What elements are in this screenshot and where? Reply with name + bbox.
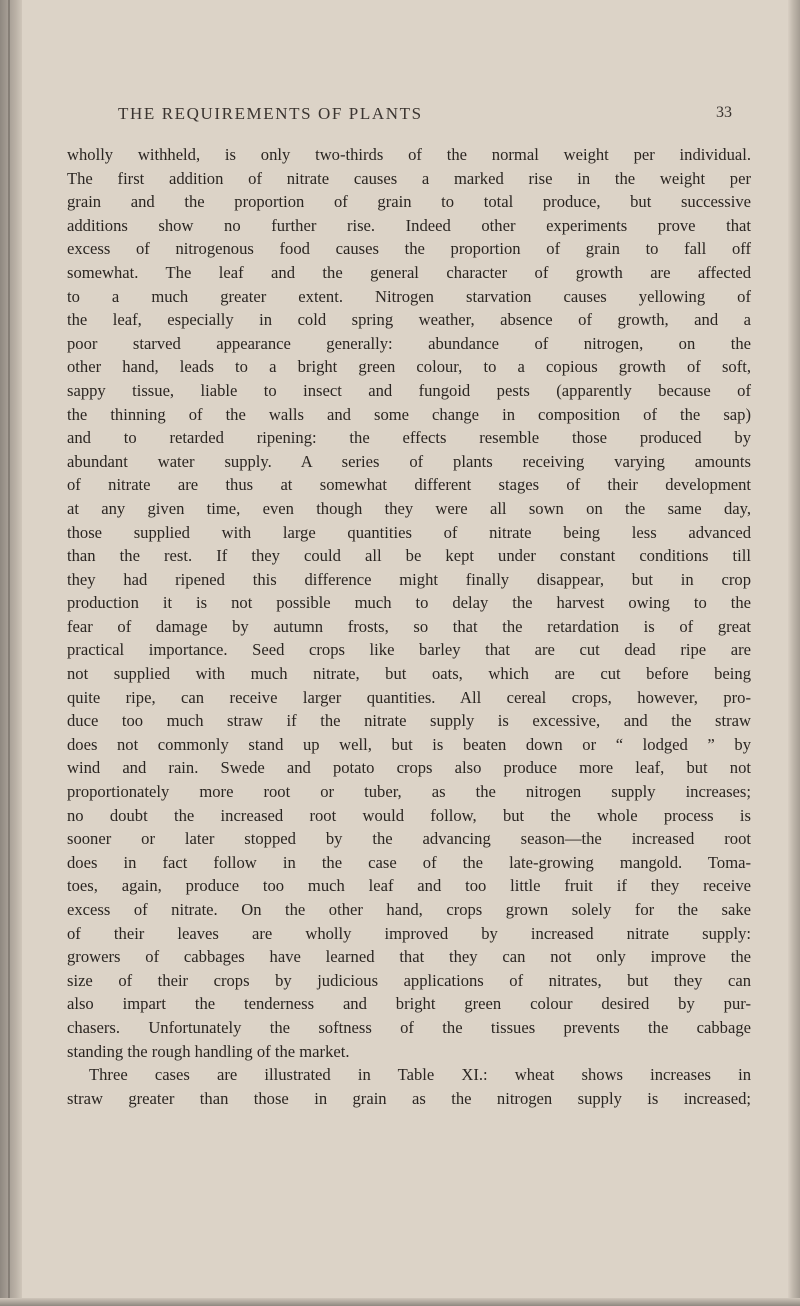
text-line: does not commonly stand up well, but is beaten down or “ lodged ” by xyxy=(67,734,751,754)
text-line: sappy tissue, liable to insect and fungoid pests (apparently because of xyxy=(67,380,751,400)
text-line: of nitrate are thus at somewhat different stages of their development xyxy=(67,475,751,495)
text-line: and to retarded ripening: the effects resemble those produced by xyxy=(67,428,751,448)
text-line: at any given time, even though they were all sown on the same day, xyxy=(67,498,751,518)
text-line: fear of damage by autumn frosts, so that the retardation is of great xyxy=(67,616,751,636)
text-line: wind and rain. Swede and potato crops also produce more leaf, but not xyxy=(67,758,751,778)
text-line: production it is not possible much to delay the harvest owing to the xyxy=(67,593,751,613)
text-line: straw greater than those in grain as the nitrogen supply is increased; xyxy=(67,1088,751,1108)
text-line: additions show no further rise. Indeed other experiments prove that xyxy=(67,215,751,235)
text-line: than the rest. If they could all be kept under constant conditions till xyxy=(67,546,751,566)
text-line: they had ripened this difference might finally disappear, but in crop xyxy=(67,569,751,589)
text-line: no doubt the increased root would follow, but the whole process is xyxy=(67,805,751,825)
body-text xyxy=(67,143,751,1110)
text-line: toes, again, produce too much leaf and too little fruit if they receive xyxy=(67,876,751,896)
text-line: those supplied with large quantities of nitrate being less advanced xyxy=(67,522,751,542)
text-line: The first addition of nitrate causes a marked rise in the weight per xyxy=(67,168,751,188)
text-line: sooner or later stopped by the advancing season—the increased root xyxy=(67,829,751,849)
text-line: other hand, leads to a bright green colour, to a copious growth of soft, xyxy=(67,357,751,377)
text-line: also impart the tenderness and bright green colour desired by pur- xyxy=(67,994,751,1014)
scan-left-edge xyxy=(0,0,22,1306)
text-line: the leaf, especially in cold spring weather, absence of growth, and a xyxy=(67,310,751,330)
text-line: proportionately more root or tuber, as the nitrogen supply increases; xyxy=(67,782,751,802)
text-line: duce too much straw if the nitrate supply is excessive, and the straw xyxy=(67,711,751,731)
paragraph-start-line: Three cases are illustrated in Table XI.: wheat shows increases in xyxy=(89,1065,751,1085)
text-line: chasers. Unfortunately the softness of the tissues prevents the cabbage xyxy=(67,1017,751,1037)
text-line: of their leaves are wholly improved by increased nitrate supply: xyxy=(67,923,751,943)
text-line: excess of nitrogenous food causes the proportion of grain to fall off xyxy=(67,239,751,259)
running-title: THE REQUIREMENTS OF PLANTS xyxy=(118,104,423,123)
text-line: not supplied with much nitrate, but oats, which are cut before being xyxy=(67,664,751,684)
text-line: to a much greater extent. Nitrogen starvation causes yellowing of xyxy=(67,286,751,306)
paragraph-end-line: standing the rough handling of the market. xyxy=(67,1041,350,1061)
text-line: grain and the proportion of grain to total produce, but successive xyxy=(67,192,751,212)
text-line: wholly withheld, is only two-thirds of the normal weight per individual. xyxy=(67,145,751,164)
text-line: quite ripe, can receive larger quantities. All cereal crops, however, pro- xyxy=(67,687,751,707)
scan-right-edge xyxy=(788,0,800,1306)
text-line: the thinning of the walls and some change in composition of the sap) xyxy=(67,404,751,424)
text-line: excess of nitrate. On the other hand, crops grown solely for the sake xyxy=(67,900,751,919)
text-line: abundant water supply. A series of plants receiving varying amounts xyxy=(67,451,751,471)
text-line: somewhat. The leaf and the general character of growth are affected xyxy=(67,262,751,282)
running-head xyxy=(60,104,770,128)
text-line: does in fact follow in the case of the late-growing mangold. Toma- xyxy=(67,852,751,872)
page-number: 33 xyxy=(716,104,732,121)
text-line: growers of cabbages have learned that they can not only improve the xyxy=(67,947,751,967)
book-page xyxy=(60,0,776,1306)
text-line: size of their crops by judicious applications of nitrates, but they can xyxy=(67,970,751,990)
scan-binding-line xyxy=(8,0,10,1306)
text-line: practical importance. Seed crops like barley that are cut dead ripe are xyxy=(67,640,751,660)
text-line: poor starved appearance generally: abundance of nitrogen, on the xyxy=(67,333,751,353)
